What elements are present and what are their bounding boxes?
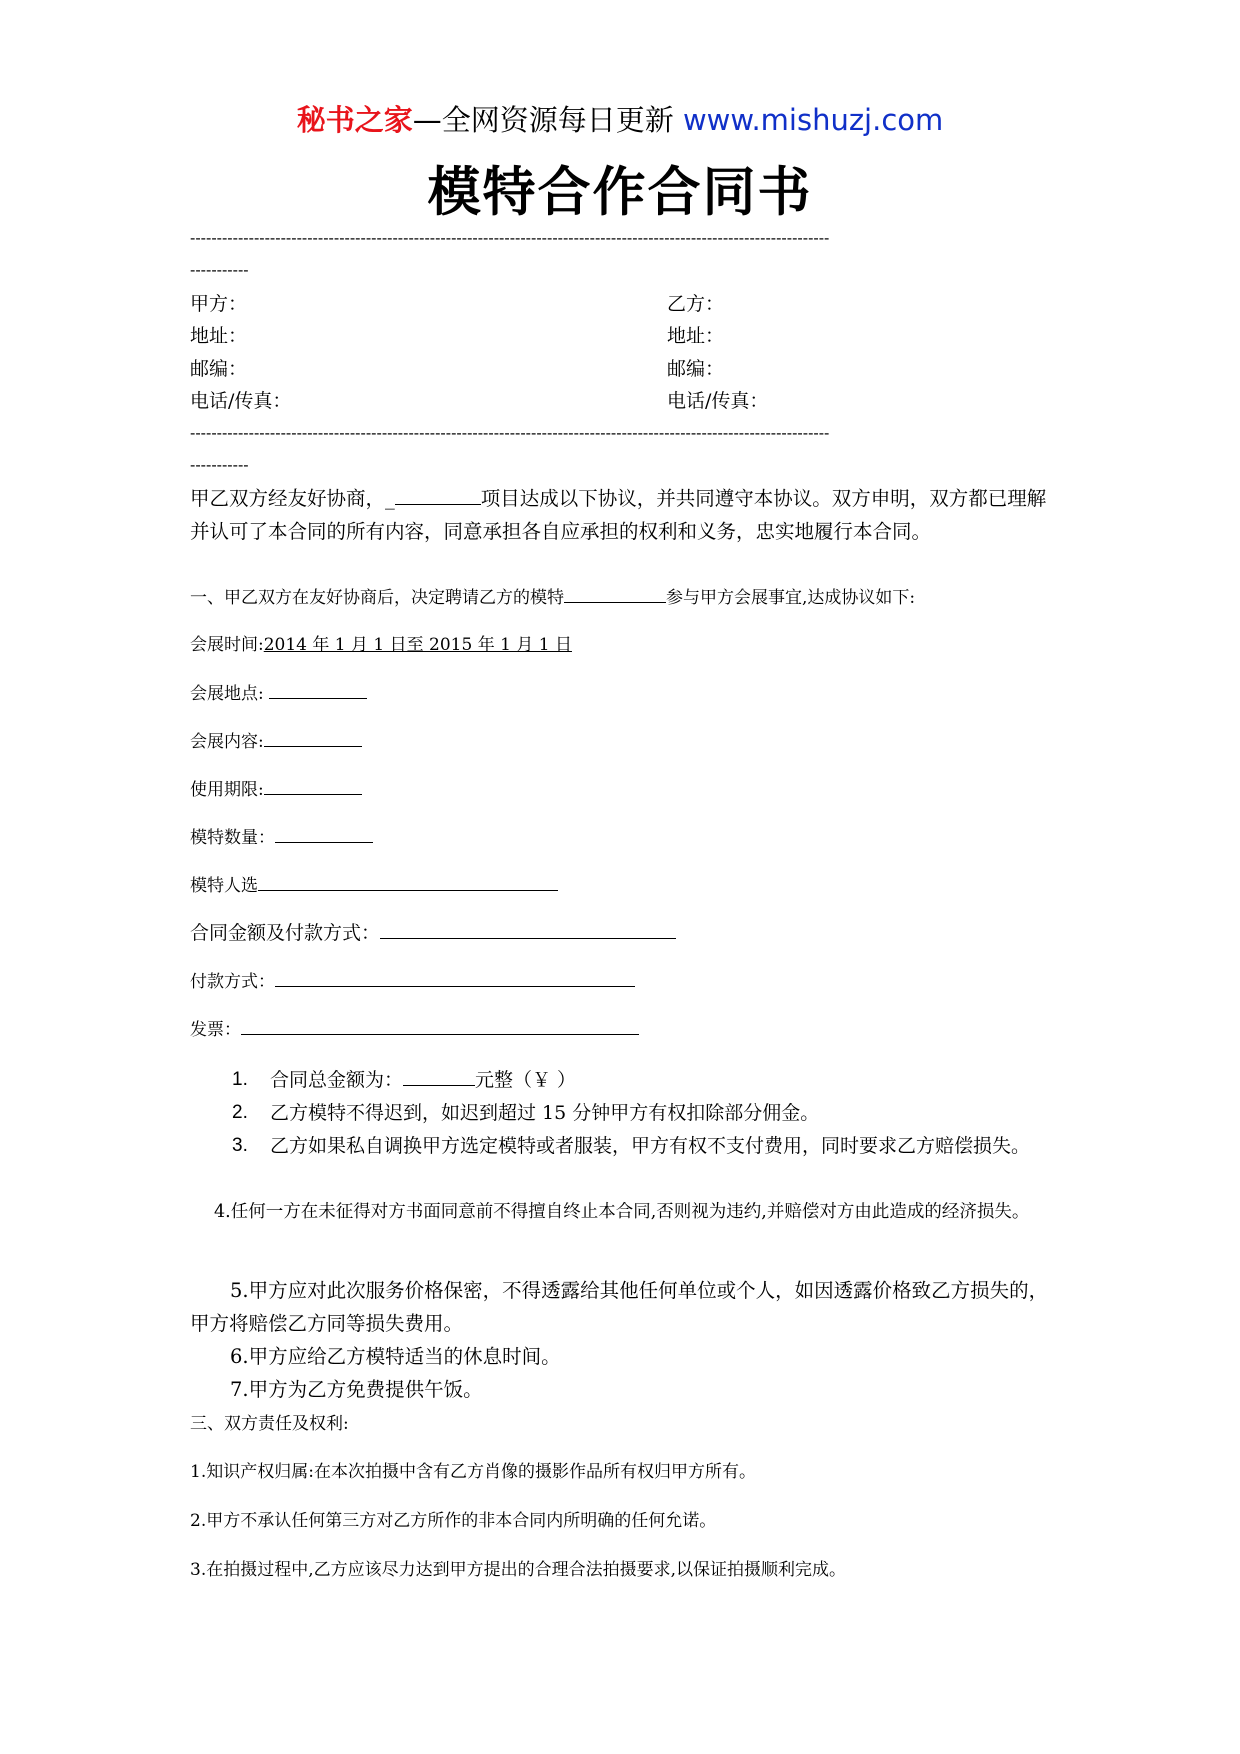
usage-period-line [190, 776, 362, 803]
section3-title: 三、双方责任及权利: [190, 1414, 349, 1434]
intro-blank-prefix: _ [385, 487, 395, 510]
model-candidates-label: 模特人选 [190, 876, 258, 896]
exhibition-content-blank[interactable] [264, 728, 362, 747]
exhibition-time-value: 2014 年 1 月 1 日至 2015 年 1 月 1 日 [263, 635, 572, 655]
section3-item-1: 1.知识产权归属:在本次拍摄中含有乙方肖像的摄影作品所有权归甲方所有。 [190, 1462, 756, 1482]
total-amount-label: 合同总金额为： [270, 1069, 404, 1091]
party-a-name: 甲方： [190, 293, 248, 315]
exhibition-content-label: 会展内容: [190, 732, 264, 752]
contract-amount-label: 合同金额及付款方式： [190, 922, 381, 944]
exhibition-content-line [190, 728, 362, 755]
intro-text-2: 项目达成以下协议，并共同遵守本协议。双方申明，双方都已理解并认可了本合同的所有内容，同意承担各自应承担的权利和义务，忠实地履行本合同。 [190, 487, 1047, 543]
party-a-phone: 电话/传真： [190, 390, 292, 412]
numbered-item-1 [232, 1064, 1052, 1096]
banner-slogan: —全网资源每日更新 [412, 103, 683, 137]
item-number: 2. [232, 1102, 248, 1123]
divider-top-line1: ------------------------------------------------------------------------------------------------------------------------ [190, 230, 830, 247]
document-title: 模特合作合同书 [427, 162, 813, 223]
clause-5: 5.甲方应对此次服务价格保密，不得透露给其他任何单位或个人，如因透露价格致乙方损失的，甲方将赔偿乙方同等损失费用。 [190, 1279, 1049, 1335]
party-b-phone: 电话/传真： [667, 390, 769, 412]
model-count-blank[interactable] [275, 824, 373, 843]
section3-item-2: 2.甲方不承认任何第三方对乙方所作的非本合同内所明确的任何允诺。 [190, 1511, 717, 1531]
exhibition-place-label: 会展地点: [190, 684, 270, 704]
model-count-label: 模特数量： [190, 828, 275, 848]
section3-item-3: 3.在拍摄过程中,乙方应该尽力达到甲方提出的合理合法拍摄要求,以保证拍摄顺利完成。 [190, 1560, 847, 1580]
brand-name: 秘书之家 [296, 103, 413, 137]
exhibition-time-line [190, 632, 572, 658]
payment-method-line [190, 968, 635, 995]
total-amount-unit: 元整（￥ ） [475, 1069, 577, 1091]
usage-period-label: 使用期限: [190, 780, 264, 800]
intro-text-1: 甲乙双方经友好协商， [190, 487, 386, 510]
project-name-blank[interactable] [395, 486, 481, 505]
usage-period-blank[interactable] [264, 776, 362, 795]
party-a-address: 地址： [190, 325, 248, 347]
section1-text-2: 参与甲方会展事宜,达成协议如下: [666, 588, 916, 608]
divider-bottom-line2: ----------- [190, 457, 249, 474]
total-amount-blank[interactable] [403, 1067, 475, 1086]
item-text: 乙方如果私自调换甲方选定模特或者服装，甲方有权不支付费用，同时要求乙方赔偿损失。 [270, 1135, 1031, 1157]
exhibition-time-label: 会展时间: [190, 635, 264, 655]
contract-amount-line [190, 920, 676, 946]
intro-paragraph [190, 482, 1052, 548]
item-text: 乙方模特不得迟到，如迟到超过 15 分钟甲方有权扣除部分佣金。 [270, 1102, 820, 1124]
party-b-address: 地址： [667, 325, 725, 347]
clause-6: 6.甲方应给乙方模特适当的休息时间。 [230, 1345, 561, 1368]
contract-amount-blank[interactable] [380, 920, 676, 939]
divider-top-line2: ----------- [190, 262, 249, 279]
divider-bottom-line1: ------------------------------------------------------------------------------------------------------------------------ [190, 425, 830, 442]
party-b-name: 乙方： [667, 293, 725, 315]
clause-7: 7.甲方为乙方免费提供午饭。 [230, 1378, 483, 1401]
section1-text-1: 一、甲乙双方在友好协商后，决定聘请乙方的模特 [190, 588, 564, 608]
party-a-postcode: 邮编： [190, 358, 248, 380]
payment-method-blank[interactable] [275, 968, 635, 987]
party-b-postcode: 邮编： [667, 358, 725, 380]
numbered-item-2 [232, 1097, 1052, 1129]
numbered-item-3 [232, 1130, 1052, 1162]
model-count-line [190, 824, 373, 851]
item-number: 1. [232, 1069, 248, 1090]
section1-line [190, 584, 915, 611]
model-candidates-line [190, 872, 558, 899]
payment-method-label: 付款方式： [190, 972, 275, 992]
clause-4: 4.任何一方在未征得对方书面同意前不得擅自终止本合同,否则视为违约,并赔偿对方由此造成的经济损失。 [214, 1202, 1030, 1222]
exhibition-place-line [190, 680, 367, 707]
invoice-label: 发票： [190, 1020, 241, 1040]
model-blank[interactable] [564, 584, 666, 603]
site-url-link[interactable]: www.mishuzj.com [682, 103, 944, 137]
item-text [270, 1064, 1052, 1096]
invoice-line [190, 1016, 639, 1043]
model-candidates-blank[interactable] [258, 872, 558, 891]
invoice-blank[interactable] [241, 1016, 639, 1035]
exhibition-place-blank[interactable] [269, 680, 367, 699]
site-banner [0, 100, 1240, 140]
item-number: 3. [232, 1135, 248, 1156]
